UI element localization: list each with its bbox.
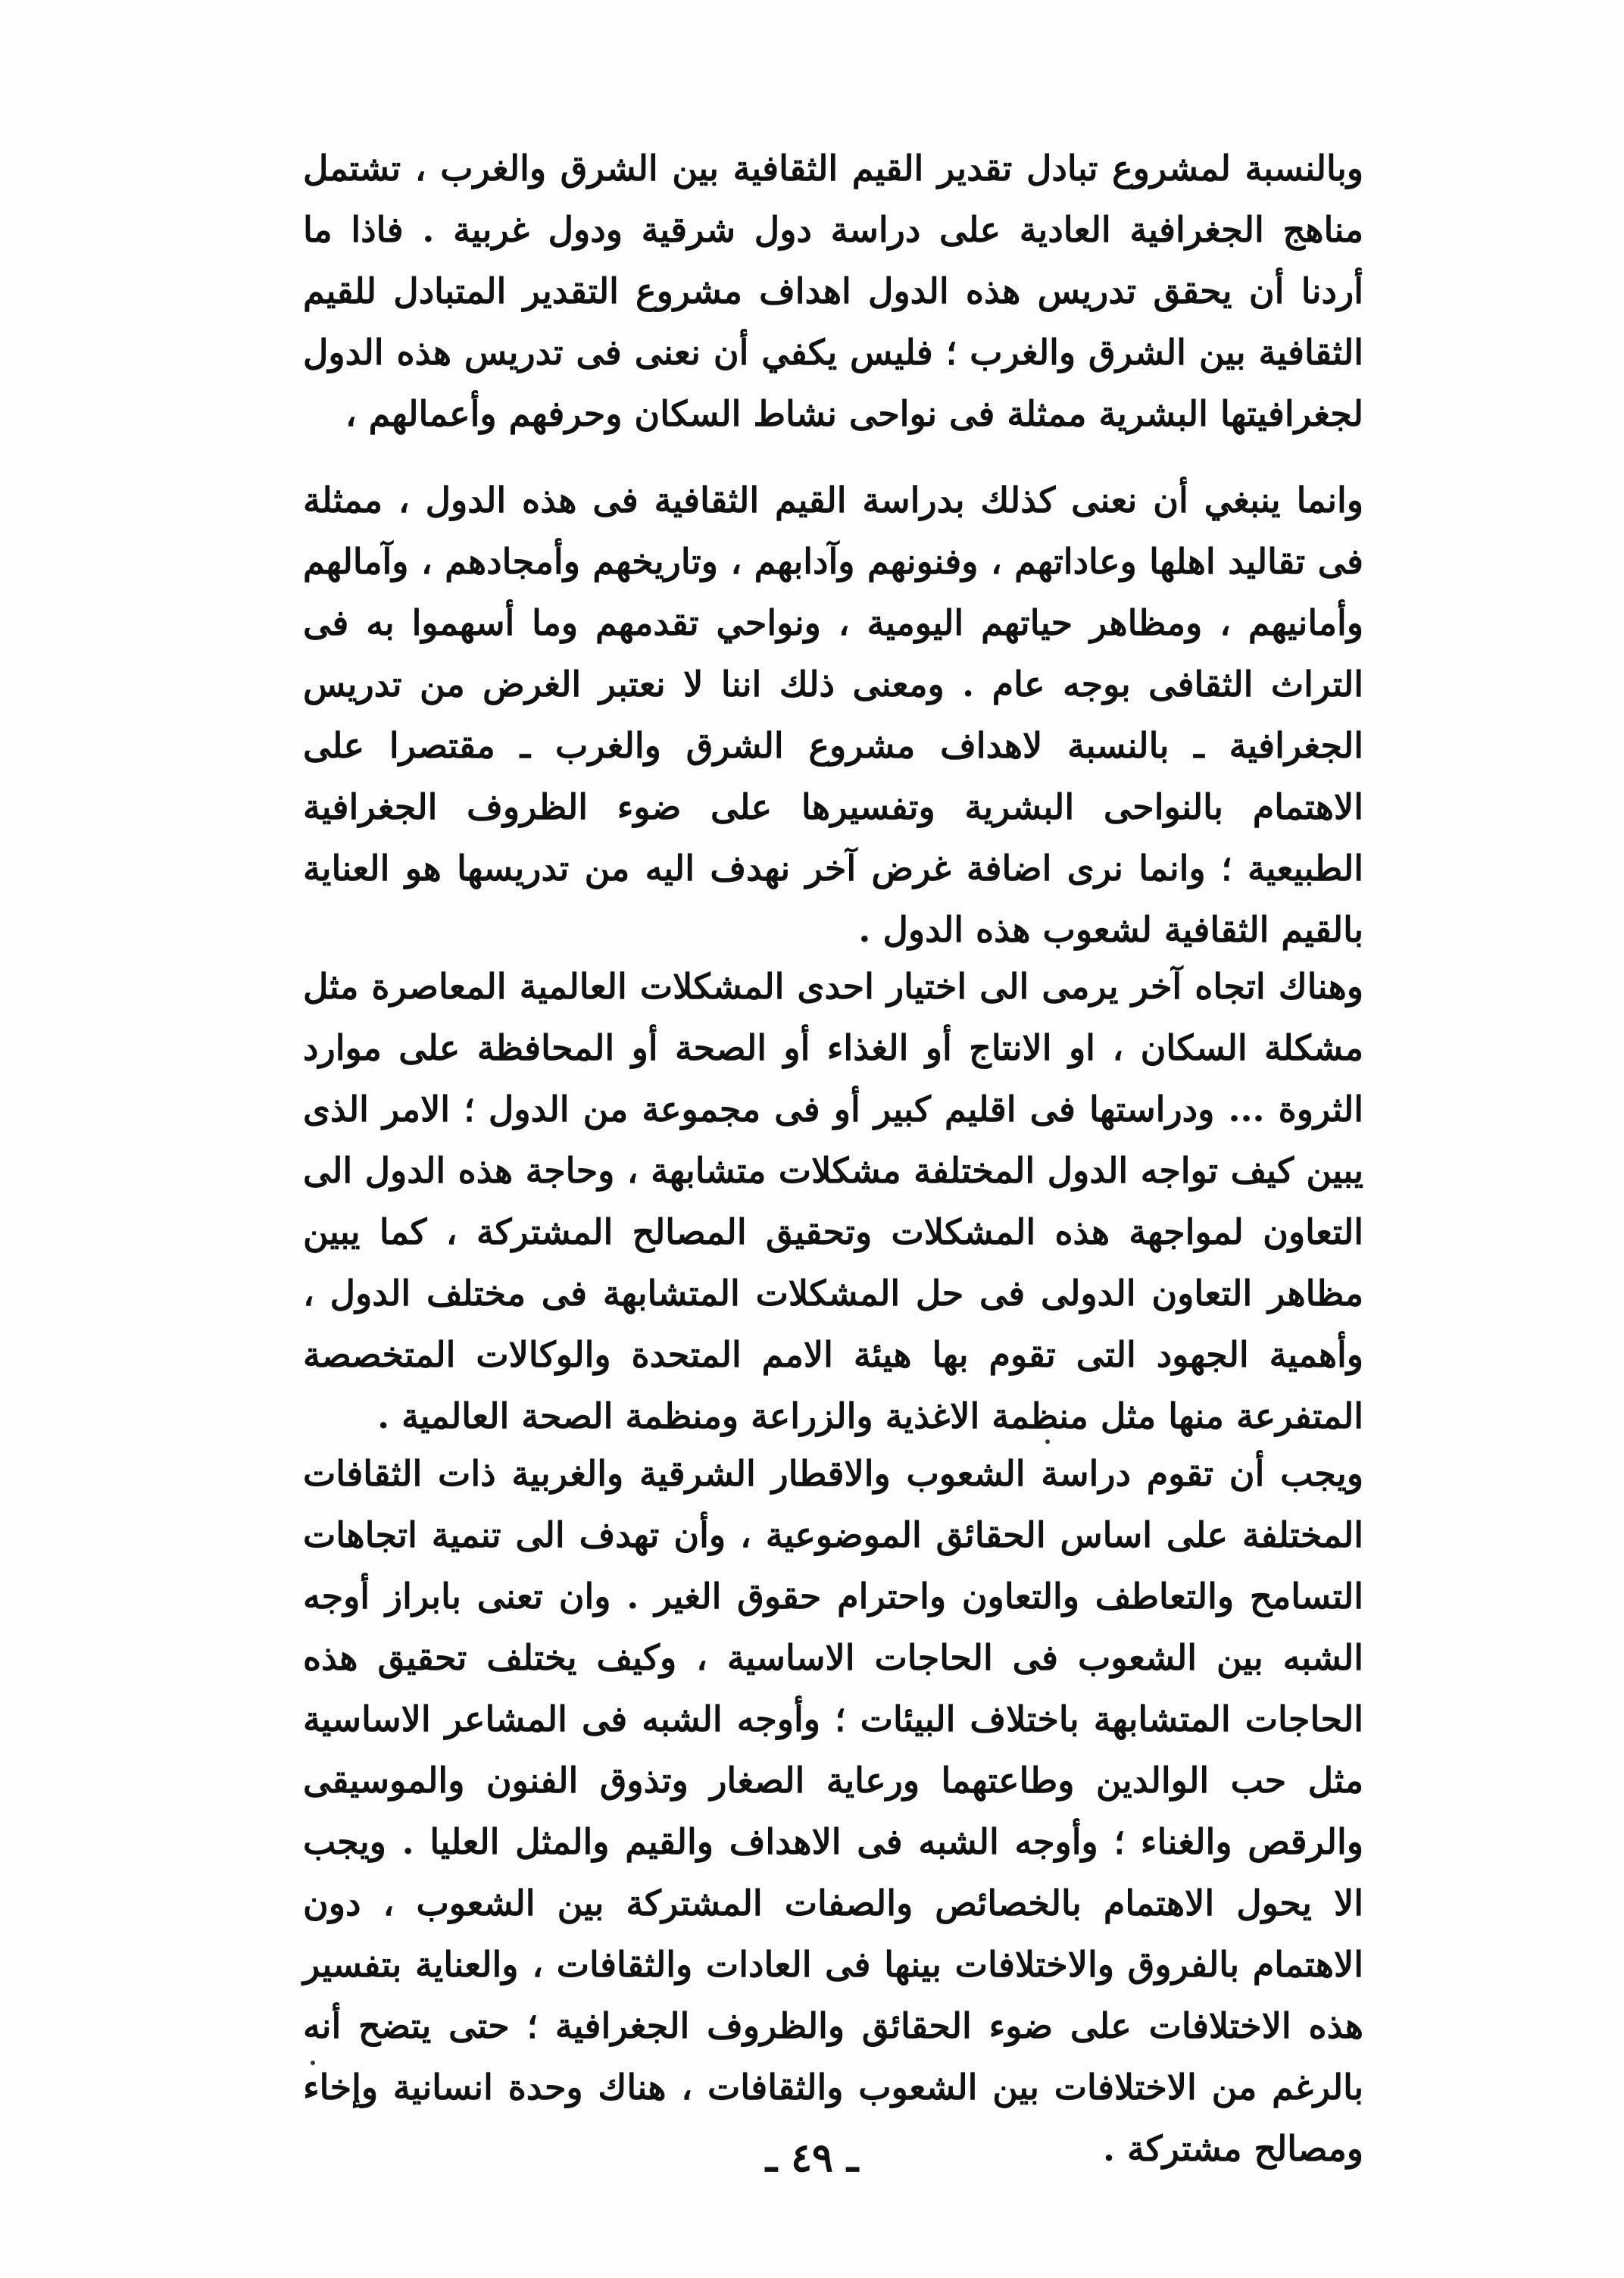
paragraph-3	[303, 956, 1363, 1447]
paragraph-text: وهناك اتجاه آخر يرمى الى اختيار احدى المشكلات العالمية المعاصرة مثل مشكلة السكان ، او الانتاج أو الغذاء أو الصحة أو المحافظة على موارد الثروة ... ودراستها فى اقليم كبير أو فى مجموعة من الدول ؛ الامر الذى يبين كيف تواجه الدول المختلفة مشكلات متشابهة ، وحاجة هذه الدول الى التعاون لمواجهة هذه المشكلات وتحقيق المصالح المشتركة ، كما يبين مظاهر التعاون الدولى فى حل المشكلات المتشابهة فى مختلف الدول ، وأهمية الجهود التى تقوم بها هيئة الامم المتحدة والوكالات المتخصصة المتفرعة منها مثل منظمة الاغذية والزراعة ومنظمة الصحة العالمية .	[303, 966, 1363, 1436]
paragraph-text: ويجب أن تقوم دراسة الشعوب والاقطار الشرقية والغربية ذات الثقافات المختلفة على اساس الحقائق الموضوعية ، وأن تهدف الى تنمية اتجاهات التسامح والتعاطف والتعاون واحترام حقوق الغير . وان تعنى بابراز أوجه الشبه بين الشعوب فى الحاجات الاساسية ، وكيف يختلف تحقيق هذه الحاجات المتشابهة باختلاف البيئات ؛ وأوجه الشبه فى المشاعر الاساسية مثل حب الوالدين وطاعتهما ورعاية الصغار وتذوق الفنون والموسيقى والرقص والغناء ؛ وأوجه الشبه فى الاهداف والقيم والمثل العليا . ويجب الا يحول الاهتمام بالخصائص والصفات المشتركة بين الشعوب ، دون الاهتمام بالفروق والاختلافات بينها فى العادات والثقافات ، والعناية بتفسير هذه الاختلافات على ضوء الحقائق والظروف الجغرافية ؛ حتى يتضح أنه بالرغم من الاختلافات بين الشعوب والثقافات ، هناك وحدة انسانية وإخاء ومصالح مشتركة .	[303, 1453, 1363, 2169]
paragraph-2	[303, 470, 1363, 961]
scan-speck	[1045, 1439, 1050, 1444]
page-number: ـ ٤٩ ـ	[765, 2135, 859, 2181]
paragraph-text: وبالنسبة لمشروع تبادل تقدير القيم الثقافية بين الشرق والغرب ، تشتمل مناهج الجغرافية العادية على دراسة دول شرقية ودول غربية . فاذا ما أردنا أن يحقق تدريس هذه الدول اهداف مشروع التقدير المتبادل للقيم الثقافية بين الشرق والغرب ؛ فليس يكفي أن نعنى فى تدريس هذه الدول لجغرافيتها البشرية ممثلة فى نواحى نشاط السكان وحرفهم وأعمالهم ،	[303, 148, 1364, 434]
paragraph-4	[303, 1443, 1363, 2180]
paragraph-text: وانما ينبغي أن نعنى كذلك بدراسة القيم الثقافية فى هذه الدول ، ممثلة فى تقاليد اهلها وعاداتهم ، وفنونهم وآدابهم ، وتاريخهم وأمجادهم ، وآمالهم وأمانيهم ، ومظاهر حياتهم اليومية ، ونواحي تقدمهم وما أسهموا به فى التراث الثقافى بوجه عام . ومعنى ذلك اننا لا نعتبر الغرض من تدريس الجغرافية ـ بالنسبة لاهداف مشروع الشرق والغرب ـ مقتصرا على الاهتمام بالنواحى البشرية وتفسيرها على ضوء الظروف الجغرافية الطبيعية ؛ وانما نرى اضافة غرض آخر نهدف اليه من تدريسها هو العناية بالقيم الثقافية لشعوب هذه الدول .	[303, 480, 1363, 950]
scan-speck	[311, 2061, 315, 2065]
paragraph-1	[303, 138, 1363, 445]
